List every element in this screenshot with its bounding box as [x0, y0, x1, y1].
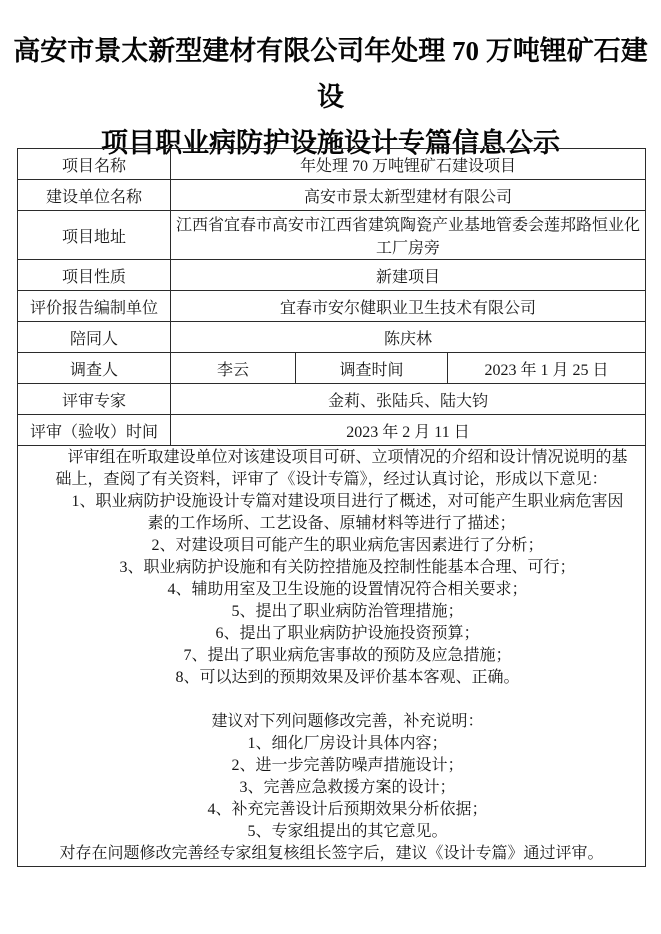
opinion-line: 5、提出了职业病防治管理措施； [231, 603, 464, 620]
opinion-line: 5、专家组提出的其它意见。 [247, 823, 448, 840]
row-construction-unit [18, 180, 646, 211]
page-title-line-1: 高安市景太新型建材有限公司年处理 70 万吨锂矿石建设 [13, 36, 648, 112]
row-value: 新建项目 [171, 260, 646, 291]
row-value: 高安市景太新型建材有限公司 [171, 180, 646, 211]
row-value: 2023 年 2 月 11 日 [171, 415, 646, 446]
opinion-line: 6、提出了职业病防护设施投资预算； [215, 625, 480, 642]
row-value: 金莉、张陆兵、陆大钧 [171, 384, 646, 415]
opinion-line: 础上，查阅了有关资料，评审了《设计专篇》，经过认真讨论，形成以下意见： [55, 471, 608, 488]
row-review-experts [18, 384, 646, 415]
row-project-nature [18, 260, 646, 291]
opinion-line: 2、进一步完善防噪声措施设计； [231, 757, 464, 774]
row-investigator [18, 353, 646, 384]
row-label: 评审（验收）时间 [18, 415, 171, 446]
row-review-date [18, 415, 646, 446]
row-report-compiler [18, 291, 646, 322]
opinion-blank-line [22, 689, 641, 711]
page-title-line-2: 项目职业病防护设施设计专篇信息公示 [101, 128, 560, 158]
row-value: 宜春市安尔健职业卫生技术有限公司 [171, 291, 646, 322]
page-title [0, 0, 661, 166]
row-value-2: 2023 年 1 月 25 日 [448, 353, 646, 384]
opinion-line: 7、提出了职业病危害事故的预防及应急措施； [183, 647, 512, 664]
opinion-line: 3、完善应急救援方案的设计； [239, 779, 456, 796]
row-label: 陪同人 [18, 322, 171, 353]
row-label: 调查人 [18, 353, 171, 384]
opinion-line: 1、细化厂房设计具体内容； [247, 735, 448, 752]
row-label: 评价报告编制单位 [18, 291, 171, 322]
opinion-line: 1、职业病防护设施设计专篇对建设项目进行了概述，对可能产生职业病危害因 [71, 493, 624, 510]
row-label: 项目性质 [18, 260, 171, 291]
row-project-address [18, 211, 646, 260]
row-value: 江西省宜春市高安市江西省建筑陶瓷产业基地管委会莲邦路恒业化工厂房旁 [171, 211, 646, 260]
opinion-line: 建议对下列问题修改完善，补充说明： [211, 713, 484, 730]
row-label-2: 调查时间 [296, 353, 448, 384]
opinion-line: 2、对建设项目可能产生的职业病危害因素进行了分析； [151, 537, 544, 554]
opinion-line: 对存在问题修改完善经专家组复核组长签字后，建议《设计专篇》通过评审。 [59, 845, 604, 862]
opinion-line: 8、可以达到的预期效果及评价基本客观、正确。 [175, 669, 520, 686]
row-label: 项目名称 [18, 149, 171, 180]
row-project-name [18, 149, 646, 180]
row-label: 项目地址 [18, 211, 171, 260]
opinion-line: 素的工作场所、工艺设备、原辅材料等进行了描述； [147, 515, 516, 532]
row-value: 李云 [171, 353, 296, 384]
row-review-opinion [18, 446, 646, 867]
row-value: 年处理 70 万吨锂矿石建设项目 [171, 149, 646, 180]
opinion-line: 4、补充完善设计后预期效果分析依据； [207, 801, 488, 818]
row-accompanying-person [18, 322, 646, 353]
row-label: 评审专家 [18, 384, 171, 415]
opinion-line: 4、辅助用室及卫生设施的设置情况符合相关要求； [167, 581, 528, 598]
row-label: 建设单位名称 [18, 180, 171, 211]
opinion-line: 3、职业病防护设施和有关防控措施及控制性能基本合理、可行； [119, 559, 576, 576]
row-value: 陈庆林 [171, 322, 646, 353]
project-info-table [17, 148, 646, 867]
opinion-line: 评审组在听取建设单位对该建设项目可研、立项情况的介绍和设计情况说明的基 [67, 449, 628, 466]
review-opinion-cell [18, 446, 646, 867]
